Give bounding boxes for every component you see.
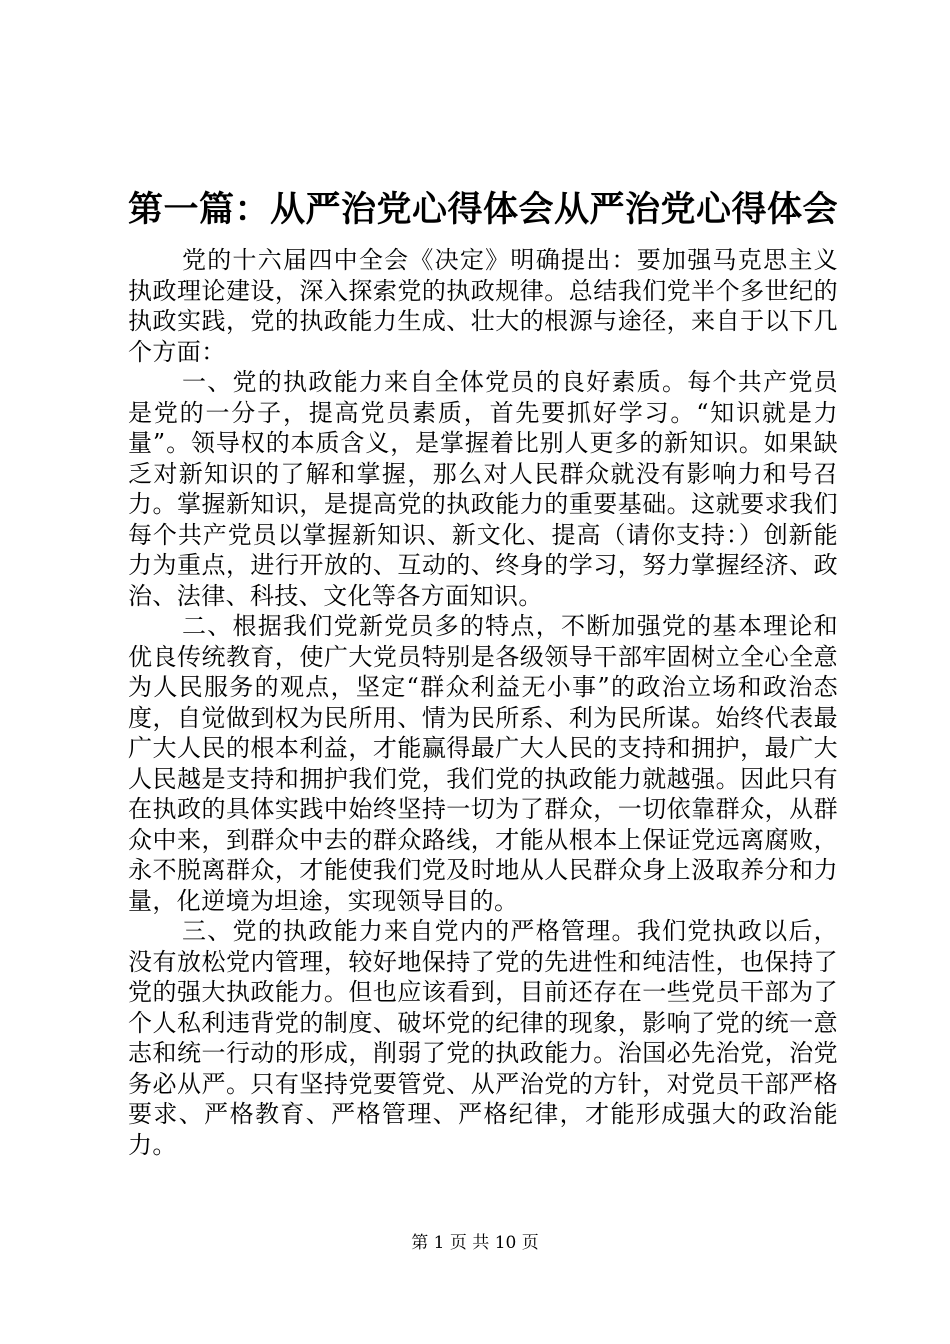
document-body xyxy=(128,245,838,1160)
page-indicator: 第 1 页 共 10 页 xyxy=(411,1233,539,1253)
page-footer xyxy=(0,1232,950,1254)
paragraph-intro: 党的十六届四中全会《决定》明确提出：要加强马克思主义执政理论建设，深入探索党的执政规律。总结我们党半个多世纪的执政实践，党的执政能力生成、壮大的根源与途径，来自于以下几个方面： xyxy=(128,246,838,366)
document-title: 第一篇：从严治党心得体会从严治党心得体会 xyxy=(128,190,839,230)
paragraph-point-2: 二、根据我们党新党员多的特点，不断加强党的基本理论和优良传统教育，使广大党员特别是各级领导干部牢固树立全心全意为人民服务的观点，坚定“群众利益无小事”的政治立场和政治态度，自觉做到权为民所用、情为民所系、利为民所谋。始终代表最广大人民的根本利益，才能赢得最广大人民的支持和拥护，最广大人民越是支持和拥护我们党，我们党的执政能力就越强。因此只有在执政的具体实践中始终坚持一切为了群众，一切依靠群众，从群众中来，到群众中去的群众路线，才能从根本上保证党远离腐败，永不脱离群众，才能使我们党及时地从人民群众身上汲取养分和力量，化逆境为坦途，实现领导目的。 xyxy=(128,612,838,915)
paragraph-point-1: 一、党的执政能力来自全体党员的良好素质。每个共产党员是党的一分子，提高党员素质，首先要抓好学习。“知识就是力量”。领导权的本质含义，是掌握着比别人更多的新知识。如果缺乏对新知识的了解和掌握，那么对人民群众就没有影响力和号召力。掌握新知识，是提高党的执政能力的重要基础。这就要求我们每个共产党员以掌握新知识、新文化、提高（请你支持：）创新能力为重点，进行开放的、互动的、终身的学习，努力掌握经济、政治、法律、科技、文化等各方面知识。 xyxy=(128,368,838,610)
paragraph-point-3: 三、党的执政能力来自党内的严格管理。我们党执政以后，没有放松党内管理，较好地保持了党的先进性和纯洁性，也保持了党的强大执政能力。但也应该看到，目前还存在一些党员干部为了个人私利违背党的制度、破坏党的纪律的现象，影响了党的统一意志和统一行动的形成，削弱了党的执政能力。治国必先治党，治党务必从严。只有坚持党要管党、从严治党的方针，对党员干部严格要求、严格教育、严格管理、严格纪律，才能形成强大的政治能力。 xyxy=(128,917,838,1159)
